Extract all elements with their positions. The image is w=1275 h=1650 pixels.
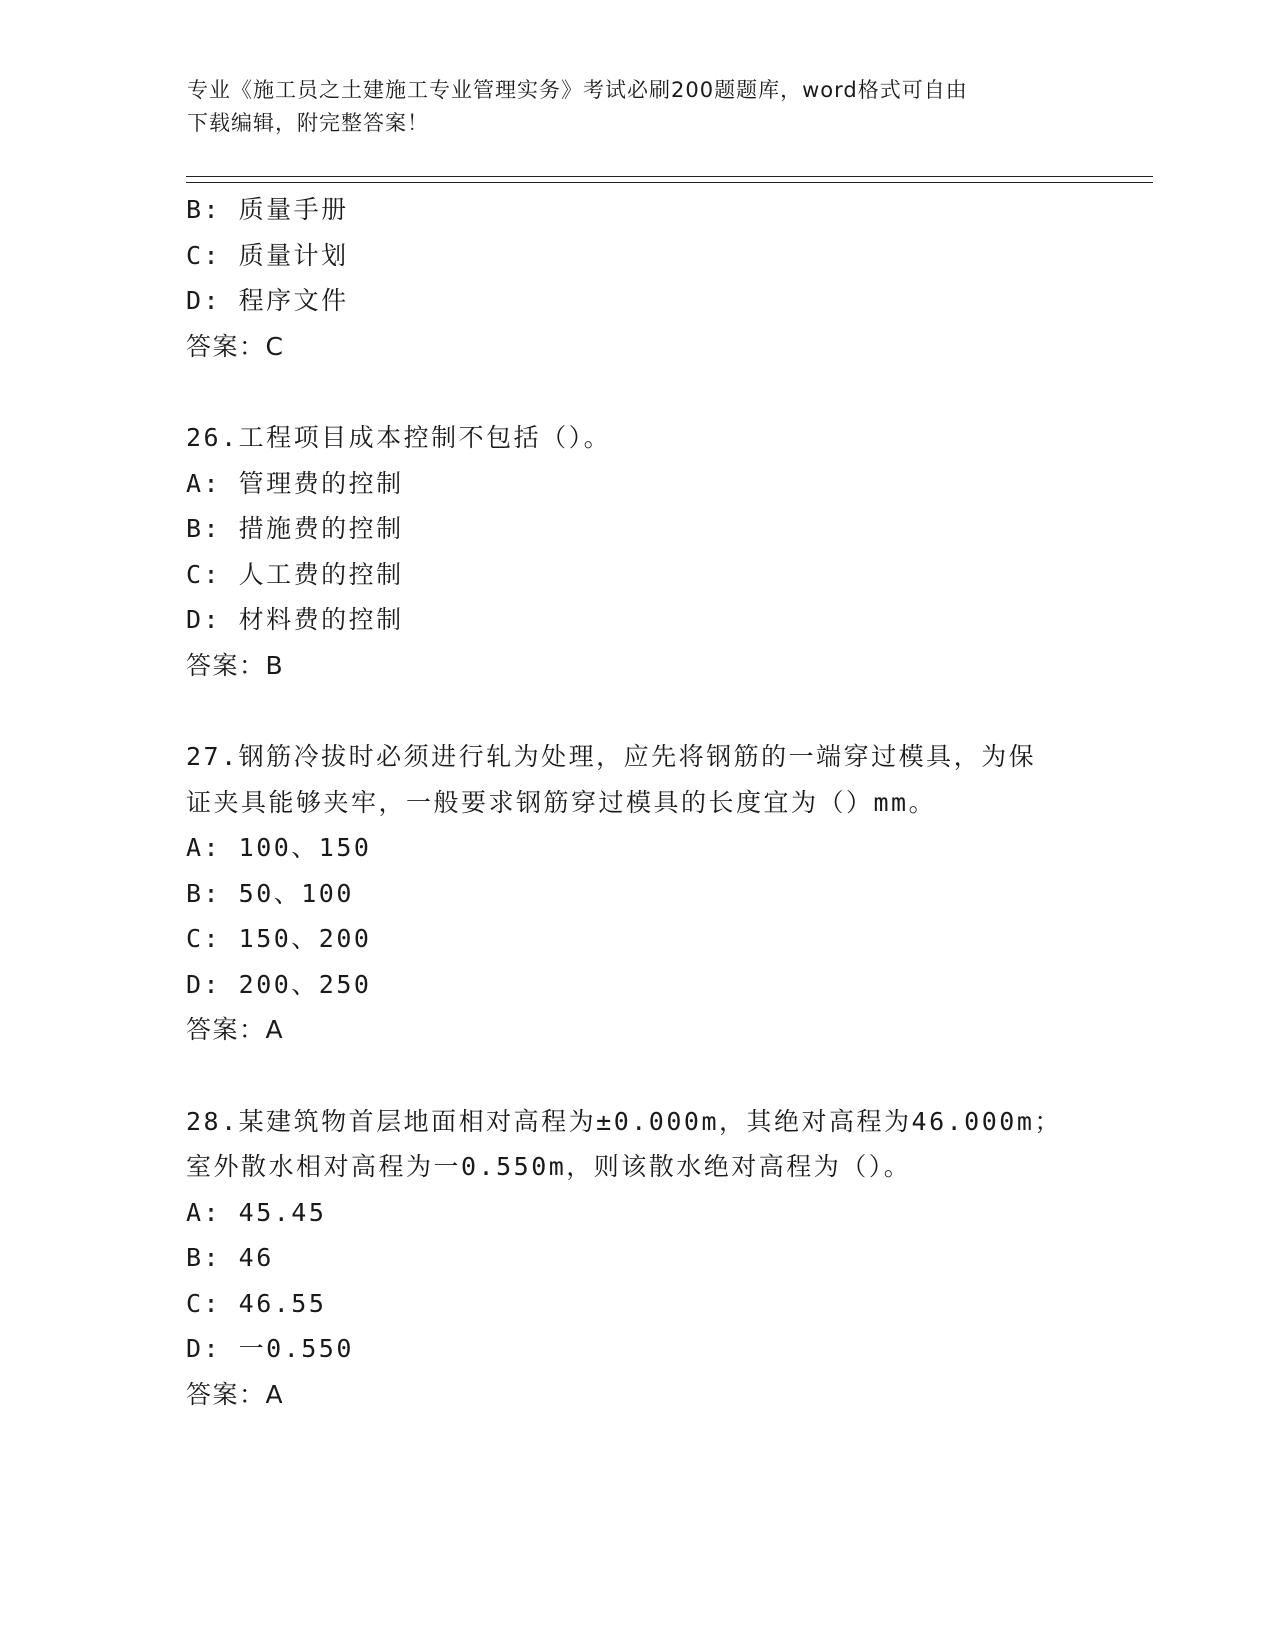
header-divider-bottom (186, 182, 1153, 183)
option-d: D: 材料费的控制 (186, 605, 404, 634)
option-b: B: 措施费的控制 (186, 514, 404, 543)
question-block-26 (186, 415, 1086, 688)
option-a: A: 45.45 (186, 1197, 327, 1227)
answer-line: 答案：A (186, 1379, 285, 1409)
option-c: C: 质量计划 (186, 240, 349, 270)
header-title-line-1: 专业《施工员之土建施工专业管理实务》考试必刷200题题库，word格式可自由 (187, 78, 968, 102)
option-a: A: 管理费的控制 (186, 468, 404, 498)
option-b: B: 质量手册 (186, 195, 349, 224)
answer-line: 答案：B (186, 650, 285, 680)
option-d: D: 程序文件 (186, 286, 349, 315)
header-title-line-2: 下载编辑，附完整答案！ (187, 111, 429, 135)
option-d: D: 一0.550 (186, 1334, 354, 1363)
question-block-28 (186, 1099, 1086, 1418)
question-text-line-2: 证夹具能够夹牢，一般要求钢筋穿过模具的长度宜为（）mm。 (186, 787, 937, 817)
option-c: C: 人工费的控制 (186, 559, 404, 589)
spacer (186, 1053, 1086, 1099)
spacer (186, 369, 1086, 415)
question-text-line-1: 28.某建筑物首层地面相对高程为±0.000m，其绝对高程为46.000m； (186, 1106, 1062, 1136)
document-header (187, 74, 1067, 140)
spacer (186, 688, 1086, 734)
option-c: C: 46.55 (186, 1288, 327, 1318)
question-block-25 (186, 187, 1086, 369)
question-list (186, 187, 1086, 1417)
answer-line: 答案：A (186, 1015, 285, 1044)
question-text-line-2: 室外散水相对高程为一0.550m，则该散水绝对高程为（）。 (186, 1152, 912, 1181)
option-a: A: 100、150 (186, 833, 372, 862)
answer-line: 答案：C (186, 331, 285, 361)
question-text: 26.工程项目成本控制不包括（）。 (186, 423, 612, 452)
option-c: C: 150、200 (186, 924, 372, 953)
option-b: B: 46 (186, 1243, 274, 1272)
question-text-line-1: 27.钢筋冷拔时必须进行轧为处理，应先将钢筋的一端穿过模具，为保 (186, 742, 1037, 771)
header-divider-top (186, 176, 1153, 177)
question-block-27 (186, 734, 1086, 1053)
option-b: B: 50、100 (186, 878, 354, 908)
option-d: D: 200、250 (186, 969, 372, 999)
